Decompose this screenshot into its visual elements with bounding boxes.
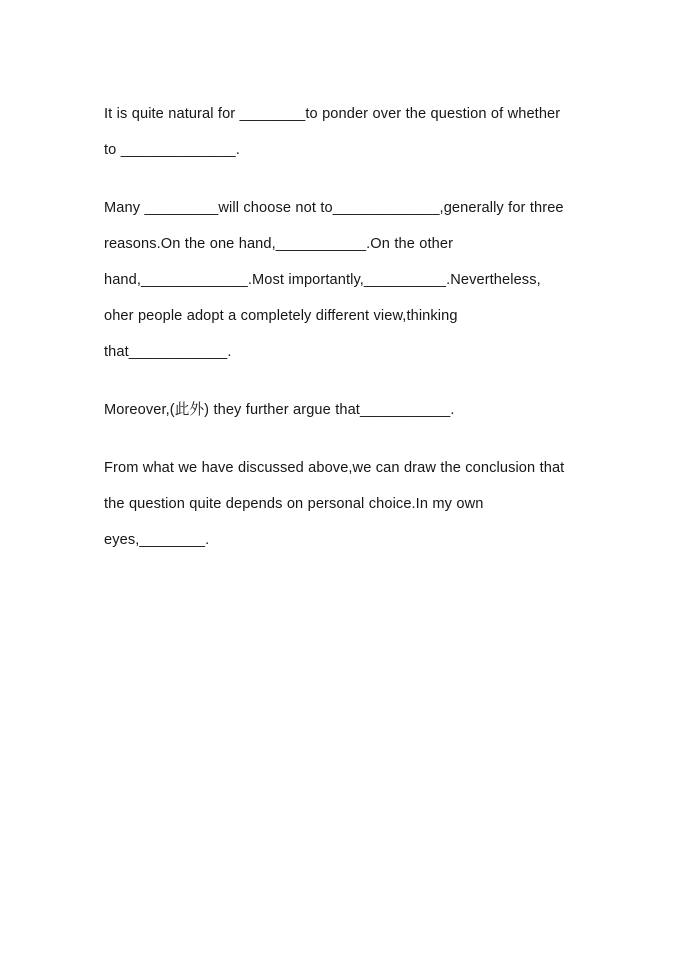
paragraph-2: Many _________will choose not to_____________,generally for three reasons.On the one hand,___________.On the other hand,_____________.Most importantly,__________.Nevertheless, oher people adopt a completely different view,thinking that____________.	[104, 200, 564, 360]
paragraph-4: From what we have discussed above,we can draw the conclusion that the question quite depends on personal choice.In my own eyes,________.	[104, 460, 565, 548]
paragraph-3: Moreover,(此外) they further argue that___________.	[104, 402, 455, 418]
document-body	[104, 96, 574, 558]
paragraph-1: It is quite natural for ________to ponder over the question of whether to ______________.	[104, 106, 561, 158]
